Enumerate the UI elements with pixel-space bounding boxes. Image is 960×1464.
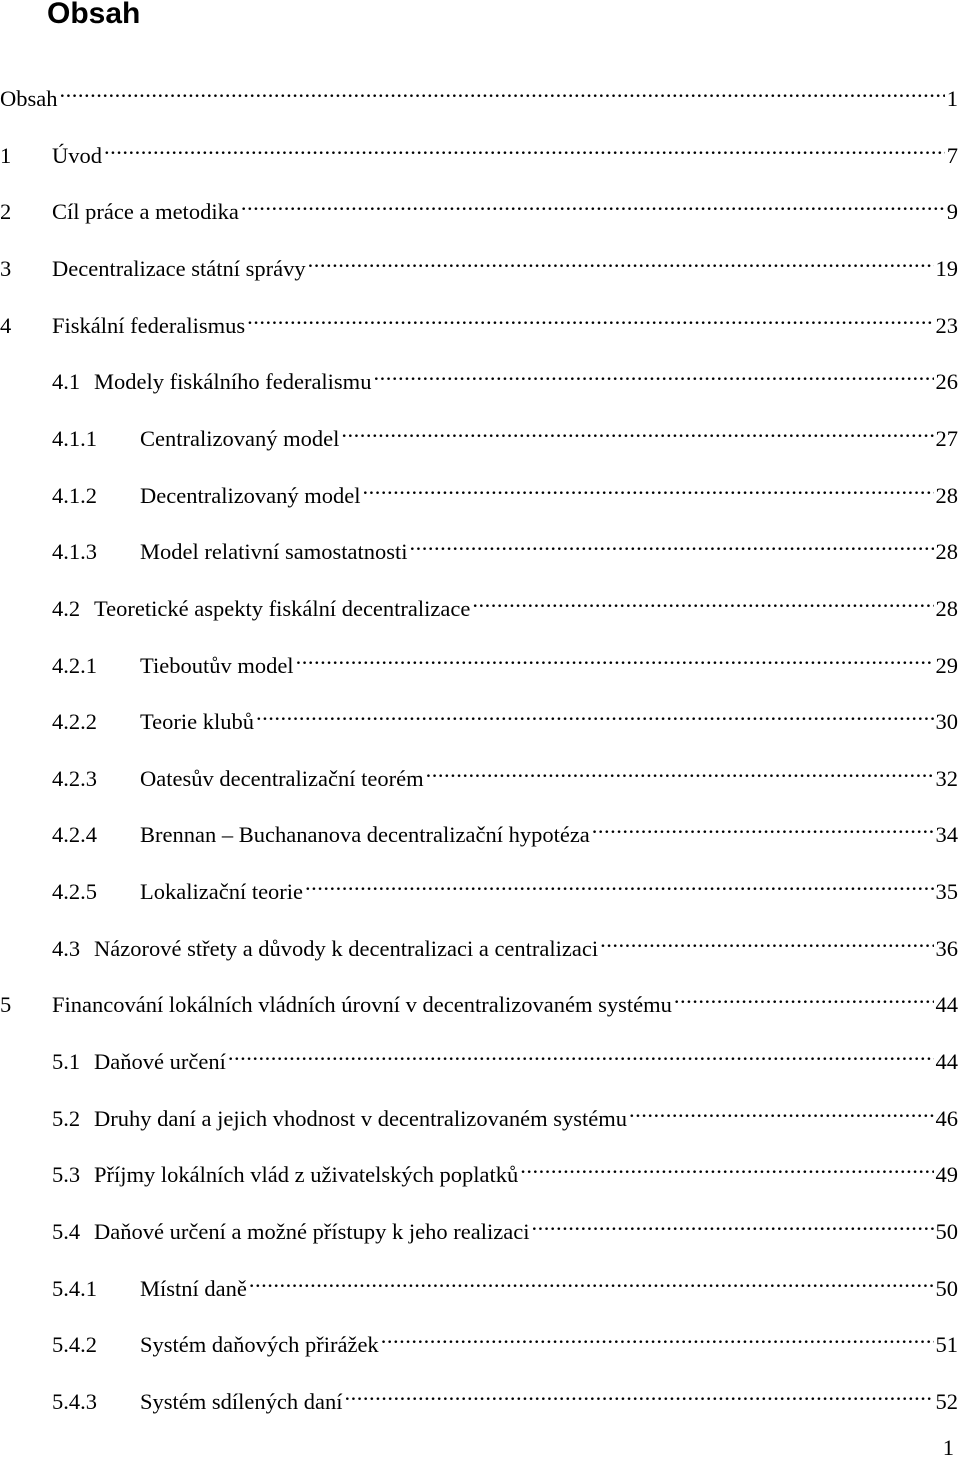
toc-leader-dots — [409, 527, 933, 559]
toc-entry-page: 50 — [935, 1276, 958, 1301]
toc-entry-title: Příjmy lokálních vlád z uživatelských poplatků — [94, 1162, 519, 1187]
toc-leader-dots — [104, 131, 945, 163]
toc-entry-page: 26 — [935, 369, 958, 394]
toc-leader-dots — [674, 980, 934, 1012]
toc-entry[interactable] — [0, 1094, 960, 1131]
toc-entry-page: 35 — [935, 879, 958, 904]
toc-entry-title: Názorové střety a důvody k decentralizaci a centralizaci — [94, 936, 599, 961]
toc-leader-dots — [344, 1377, 933, 1409]
toc-entry-title: Decentralizovaný model — [140, 483, 361, 508]
toc-entry-page: 44 — [935, 992, 958, 1017]
toc-entry-title: Obsah — [0, 86, 58, 111]
toc-leader-dots — [249, 1264, 934, 1296]
toc-entry-title: Brennan – Buchananova decentralizační hypotéza — [140, 822, 590, 847]
toc-leader-dots — [296, 641, 934, 673]
toc-entry-page: 51 — [935, 1332, 958, 1357]
toc-entry-title: Systém daňových přirážek — [140, 1332, 379, 1357]
toc-entry-page: 19 — [935, 256, 958, 281]
toc-leader-dots — [373, 357, 933, 389]
toc-entry-page: 29 — [935, 653, 958, 678]
toc-entry[interactable] — [0, 924, 960, 961]
toc-entry-number: 5.4.3 — [52, 1389, 97, 1414]
toc-entry-number: 2 — [0, 199, 12, 224]
toc-entry-number: 4.2.2 — [52, 709, 97, 734]
toc-entry-number: 3 — [0, 256, 12, 281]
toc-leader-dots — [308, 244, 934, 276]
toc-entry-title: Cíl práce a metodika — [52, 199, 239, 224]
toc-entry-number: 4.2.3 — [52, 766, 97, 791]
toc-leader-dots — [60, 74, 945, 106]
toc-leader-dots — [241, 187, 945, 219]
toc-leader-dots — [426, 754, 934, 786]
toc-entry-page: 44 — [935, 1049, 958, 1074]
toc-entry-page: 28 — [935, 483, 958, 508]
toc-entry[interactable] — [0, 1320, 960, 1357]
toc-entry-number: 4.1.1 — [52, 426, 97, 451]
toc-entry[interactable] — [0, 584, 960, 621]
toc-entry-number: 4.1.3 — [52, 539, 97, 564]
toc-entry-page: 30 — [935, 709, 958, 734]
toc-entry-title: Daňové určení a možné přístupy k jeho realizaci — [94, 1219, 530, 1244]
toc-entry-title: Financování lokálních vládních úrovní v decentralizovaném systému — [52, 992, 672, 1017]
toc-leader-dots — [629, 1094, 934, 1126]
toc-entry[interactable] — [0, 1377, 960, 1414]
toc-entry-number: 1 — [0, 143, 12, 168]
toc-entry[interactable] — [0, 641, 960, 678]
toc-entry-title: Úvod — [52, 143, 102, 168]
toc-entry-title: Oatesův decentralizační teorém — [140, 766, 424, 791]
toc-entry-title: Daňové určení — [94, 1049, 226, 1074]
toc-leader-dots — [363, 471, 934, 503]
toc-entry-number: 5 — [0, 992, 12, 1017]
toc-leader-dots — [520, 1150, 933, 1182]
toc-entry-number: 5.1 — [52, 1049, 81, 1074]
toc-entry[interactable] — [0, 810, 960, 847]
toc-leader-dots — [600, 924, 933, 956]
toc-entry-title: Druhy daní a jejich vhodnost v decentralizovaném systému — [94, 1106, 627, 1131]
toc-entry[interactable] — [0, 867, 960, 904]
toc-entry-page: 36 — [935, 936, 958, 961]
toc-leader-dots — [381, 1320, 934, 1352]
toc-entry[interactable] — [0, 244, 960, 281]
toc-entry[interactable] — [0, 131, 960, 168]
toc-entry-number: 4 — [0, 313, 12, 338]
toc-entry-page: 50 — [935, 1219, 958, 1244]
toc-leader-dots — [228, 1037, 934, 1069]
toc-leader-dots — [341, 414, 933, 446]
toc-leader-dots — [256, 697, 933, 729]
toc-entry-number: 4.2.1 — [52, 653, 97, 678]
toc-entry-page: 49 — [935, 1162, 958, 1187]
page-number: 1 — [942, 1435, 954, 1460]
toc-entry-title: Tieboutův model — [140, 653, 294, 678]
toc-entry-page: 34 — [935, 822, 958, 847]
toc-entry-number: 4.1 — [52, 369, 81, 394]
toc-entry-page: 32 — [935, 766, 958, 791]
toc-entry-number: 5.4 — [52, 1219, 81, 1244]
toc-entry-title: Fiskální federalismus — [52, 313, 246, 338]
toc-leader-dots — [531, 1207, 933, 1239]
toc-entry[interactable] — [0, 357, 960, 394]
toc-leader-dots — [305, 867, 933, 899]
toc-entry-page: 1 — [946, 86, 958, 111]
toc-entry[interactable] — [0, 754, 960, 791]
toc-entry-title: Místní daně — [140, 1276, 247, 1301]
toc-entry[interactable] — [0, 187, 960, 224]
toc-leader-dots — [592, 810, 934, 842]
toc-entry-title: Lokalizační teorie — [140, 879, 304, 904]
toc-entry-page: 23 — [935, 313, 958, 338]
toc-entry-page: 52 — [935, 1389, 958, 1414]
toc-entry-title: Teoretické aspekty fiskální decentralizace — [94, 596, 471, 621]
toc-entry-page: 28 — [935, 539, 958, 564]
toc-entry[interactable] — [0, 414, 960, 451]
toc-entry[interactable] — [0, 1150, 960, 1187]
toc-entry[interactable] — [0, 527, 960, 564]
toc-entry[interactable] — [0, 697, 960, 734]
toc-entry[interactable] — [0, 74, 960, 111]
toc-entry[interactable] — [0, 1264, 960, 1301]
toc-entry-number: 4.2.5 — [52, 879, 97, 904]
toc-entry-number: 5.4.1 — [52, 1276, 97, 1301]
toc-entry-number: 5.3 — [52, 1162, 81, 1187]
toc-entry-number: 5.4.2 — [52, 1332, 97, 1357]
toc-entry-title: Systém sdílených daní — [140, 1389, 343, 1414]
toc-entry-number: 4.3 — [52, 936, 81, 961]
toc-entry[interactable] — [0, 1207, 960, 1244]
toc-entry-title: Centralizovaný model — [140, 426, 340, 451]
toc-entry[interactable] — [0, 301, 960, 338]
toc-entry-number: 4.2.4 — [52, 822, 97, 847]
toc-entry-page: 9 — [946, 199, 958, 224]
toc-leader-dots — [247, 301, 933, 333]
toc-entry[interactable] — [0, 1037, 960, 1074]
toc-entry-title: Teorie klubů — [140, 709, 255, 734]
toc-entry-title: Modely fiskálního federalismu — [94, 369, 372, 394]
toc-entry-page: 46 — [935, 1106, 958, 1131]
page-title: Obsah — [47, 0, 141, 30]
toc-entry[interactable] — [0, 980, 960, 1017]
toc-leader-dots — [472, 584, 933, 616]
toc-entry-title: Decentralizace státní správy — [52, 256, 306, 281]
toc-entry-title: Model relativní samostatnosti — [140, 539, 408, 564]
toc-entry-page: 7 — [946, 143, 958, 168]
toc-entry-page: 27 — [935, 426, 958, 451]
toc-entry-number: 5.2 — [52, 1106, 81, 1131]
toc-entry-number: 4.1.2 — [52, 483, 97, 508]
toc-entry-page: 28 — [935, 596, 958, 621]
toc-entry[interactable] — [0, 471, 960, 508]
toc-entry-number: 4.2 — [52, 596, 81, 621]
